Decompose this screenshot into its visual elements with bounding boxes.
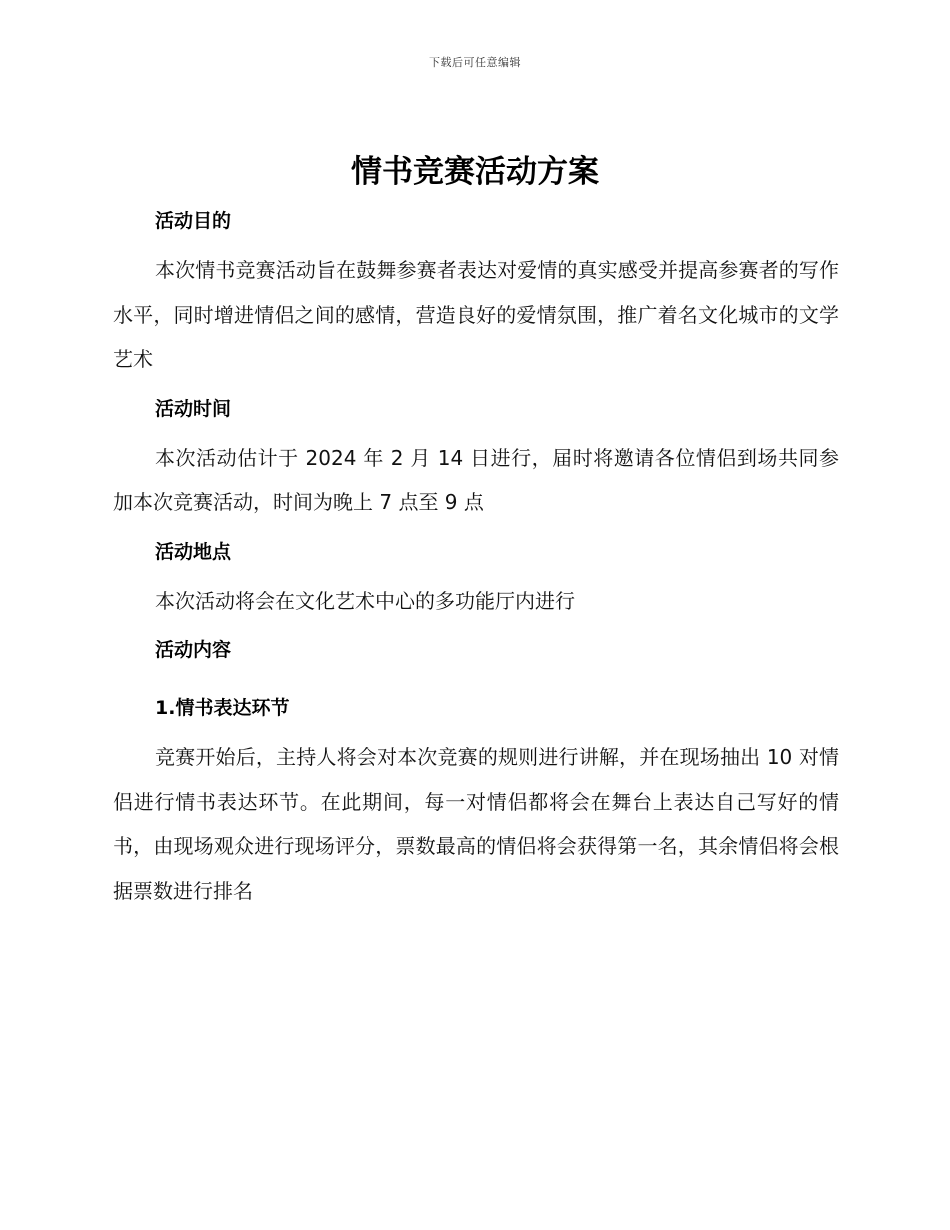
section-body-time: 本次活动估计于 2024 年 2 月 14 日进行，届时将邀请各位情侣到场共同参加本次竞赛活动，时间为晚上 7 点至 9 点 [113, 445, 839, 514]
section-body-location: 本次活动将会在文化艺术中心的多功能厅内进行 [155, 588, 575, 613]
subsection-body-love-letter: 竞赛开始后，主持人将会对本次竞赛的规则进行讲解，并在现场抽出 10 对情侣进行情书表达环节。在此期间，每一对情侣都将会在舞台上表达自己写好的情书，由现场观众进行现场评分，票数最高的情侣将会获得第一名，其余情侣将会根据票数进行排名 [113, 745, 839, 903]
section-heading-location: 活动地点 [155, 540, 232, 563]
section-body-purpose: 本次情书竞赛活动旨在鼓舞参赛者表达对爱情的真实感受并提高参赛者的写作水平，同时增进情侣之间的感情，营造良好的爱情氛围，推广着名文化城市的文学艺术 [113, 258, 839, 371]
page-header-note: 下载后可任意编辑 [429, 56, 521, 69]
document-body [113, 200, 839, 913]
section-heading-purpose: 活动目的 [155, 210, 232, 232]
subsection-heading-love-letter: 1.情书表达环节 [155, 697, 290, 719]
section-heading-time: 活动时间 [155, 397, 232, 420]
document-title: 情书竞赛活动方案 [351, 154, 599, 190]
section-heading-content: 活动内容 [155, 639, 232, 661]
